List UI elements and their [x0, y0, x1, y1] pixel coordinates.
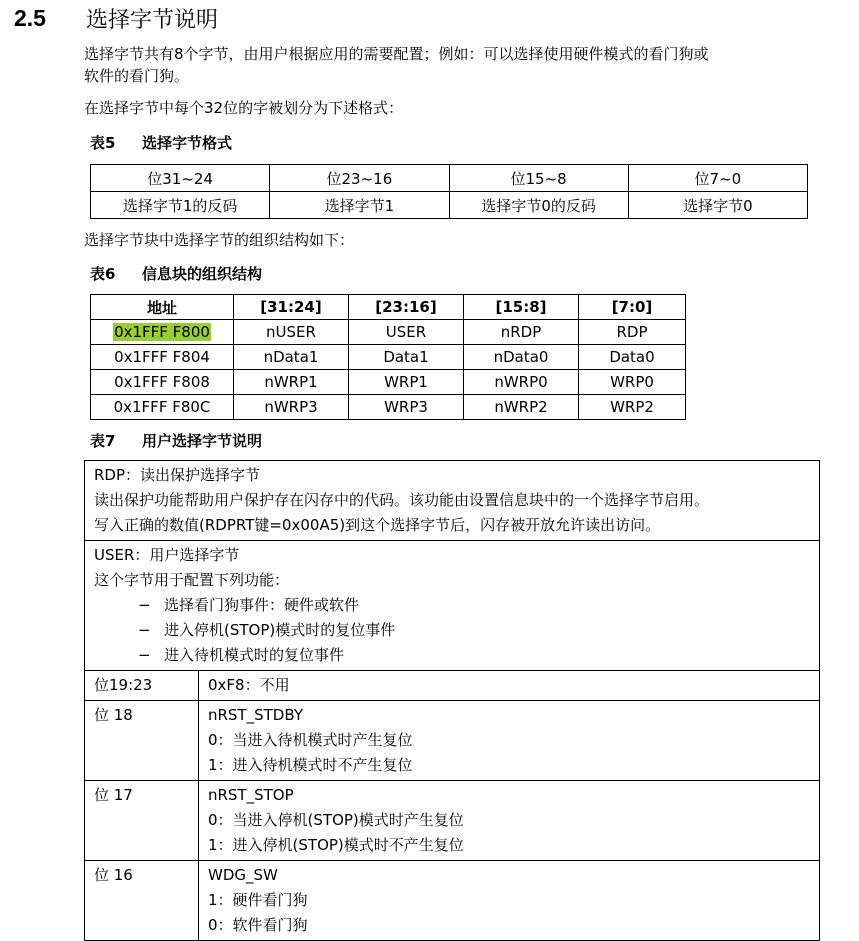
bit-label: 位 17: [85, 781, 199, 861]
list-item-text: 选择看门狗事件：硬件或软件: [164, 596, 360, 614]
section-heading: [14, 2, 218, 34]
user-row: [85, 541, 820, 671]
table6-cell: nUSER: [234, 320, 349, 345]
table6-caption: [90, 263, 262, 284]
rdp-description: [85, 461, 820, 541]
bit-line: WDG_SW: [208, 866, 278, 884]
bit-description: [199, 701, 820, 781]
format-sentence: 在选择字节中每个32位的字被划分为下述格式：: [84, 99, 404, 117]
table-row: [85, 861, 820, 941]
user-option-byte-table: [84, 460, 820, 941]
table6-cell: WRP0: [579, 370, 686, 395]
user-title: USER：用户选择字节: [94, 546, 240, 564]
table6-cell: RDP: [579, 320, 686, 345]
user-description: [85, 541, 820, 671]
table-row: [91, 320, 686, 345]
bit-line: 0xF8：不用: [208, 676, 290, 694]
table5-header: 位7~0: [628, 165, 807, 192]
table5-data-row: [91, 192, 808, 219]
dash-bullet: −: [138, 596, 151, 614]
table-row: [85, 671, 820, 701]
bit-line: 0：当进入待机模式时产生复位: [208, 731, 413, 749]
table6-cell: WRP1: [349, 370, 464, 395]
list-item: [94, 643, 819, 668]
table5-cell: 选择字节1: [270, 192, 449, 219]
table6-cell: nData1: [234, 345, 349, 370]
option-byte-format-table: [90, 164, 808, 219]
table7-caption: [90, 430, 262, 451]
table6-caption-number: 表6: [90, 265, 116, 283]
user-line: 这个字节用于配置下列功能：: [94, 571, 290, 589]
bit-description: [199, 861, 820, 941]
table7-caption-number: 表7: [90, 432, 116, 450]
rdp-line: 读出保护功能帮助用户保护存在闪存中的代码。该功能由设置信息块中的一个选择字节启用。: [94, 491, 710, 509]
table6-cell: nRDP: [464, 320, 579, 345]
table5-header: 位23~16: [270, 165, 449, 192]
table6-cell: nWRP2: [464, 395, 579, 420]
address-cell: [91, 320, 234, 345]
list-item-text: 进入停机(STOP)模式时的复位事件: [164, 621, 396, 639]
bit-line: 1：进入待机模式时不产生复位: [208, 756, 413, 774]
list-item: [94, 593, 819, 618]
bit-line: 1：进入停机(STOP)模式时不产生复位: [208, 836, 464, 854]
highlighted-address: 0x1FFF F800: [114, 323, 210, 341]
table6-header: 地址: [91, 295, 234, 320]
table5-cell: 选择字节1的反码: [91, 192, 270, 219]
dash-bullet: −: [138, 646, 151, 664]
table6-header: [7:0]: [579, 295, 686, 320]
table6-header: [15:8]: [464, 295, 579, 320]
table5-header: 位31~24: [91, 165, 270, 192]
table6-caption-title: 信息块的组织结构: [142, 265, 263, 283]
table-row: [91, 395, 686, 420]
bit-label: 位 16: [85, 861, 199, 941]
bit-line: 0：软件看门狗: [208, 916, 308, 934]
bit-description: [199, 671, 820, 701]
table6-cell: Data0: [579, 345, 686, 370]
address-cell: 0x1FFF F80C: [91, 395, 234, 420]
table5-caption: [90, 132, 232, 153]
table6-cell: nWRP0: [464, 370, 579, 395]
bit-label: 位 18: [85, 701, 199, 781]
table6-header: [23:16]: [349, 295, 464, 320]
address-cell: 0x1FFF F808: [91, 370, 234, 395]
bit-line: nRST_STDBY: [208, 706, 303, 724]
table6-cell: WRP2: [579, 395, 686, 420]
table6-cell: nData0: [464, 345, 579, 370]
intro-line-1: 选择字节共有8个字节，由用户根据应用的需要配置；例如：可以选择使用硬件模式的看门狗或: [84, 45, 709, 63]
bit-label: 位19:23: [85, 671, 199, 701]
table6-cell: nWRP1: [234, 370, 349, 395]
table-row: [91, 370, 686, 395]
table6-cell: WRP3: [349, 395, 464, 420]
bit-line: 1：硬件看门狗: [208, 891, 308, 909]
section-title: 选择字节说明: [86, 7, 219, 33]
table6-cell: USER: [349, 320, 464, 345]
intro-paragraph: [84, 43, 824, 87]
section-number: 2.5: [14, 4, 46, 31]
table6-header: [31:24]: [234, 295, 349, 320]
list-item-text: 进入待机模式时的复位事件: [164, 646, 345, 664]
table7-caption-title: 用户选择字节说明: [142, 432, 263, 450]
info-block-table: [90, 294, 686, 420]
rdp-row: [85, 461, 820, 541]
table5-cell: 选择字节0: [628, 192, 807, 219]
bit-line: nRST_STOP: [208, 786, 294, 804]
bit-line: 0：当进入停机(STOP)模式时产生复位: [208, 811, 464, 829]
table5-header: 位15~8: [449, 165, 628, 192]
rdp-line: 写入正确的数值(RDPRT键=0x00A5)到这个选择字节后，闪存被开放允许读出访问。: [94, 516, 661, 534]
table6-header-row: [91, 295, 686, 320]
table6-cell: nWRP3: [234, 395, 349, 420]
bit-description: [199, 781, 820, 861]
table-row: [85, 701, 820, 781]
table5-caption-title: 选择字节格式: [142, 134, 233, 152]
table6-cell: Data1: [349, 345, 464, 370]
table5-cell: 选择字节0的反码: [449, 192, 628, 219]
rdp-title: RDP：读出保护选择字节: [94, 466, 261, 484]
org-sentence: 选择字节块中选择字节的组织结构如下：: [84, 231, 355, 249]
table-row: [91, 345, 686, 370]
table5-caption-number: 表5: [90, 134, 116, 152]
table-row: [85, 781, 820, 861]
intro-line-2: 软件的看门狗。: [84, 67, 190, 85]
table5-header-row: [91, 165, 808, 192]
list-item: [94, 618, 819, 643]
dash-bullet: −: [138, 621, 151, 639]
address-cell: 0x1FFF F804: [91, 345, 234, 370]
